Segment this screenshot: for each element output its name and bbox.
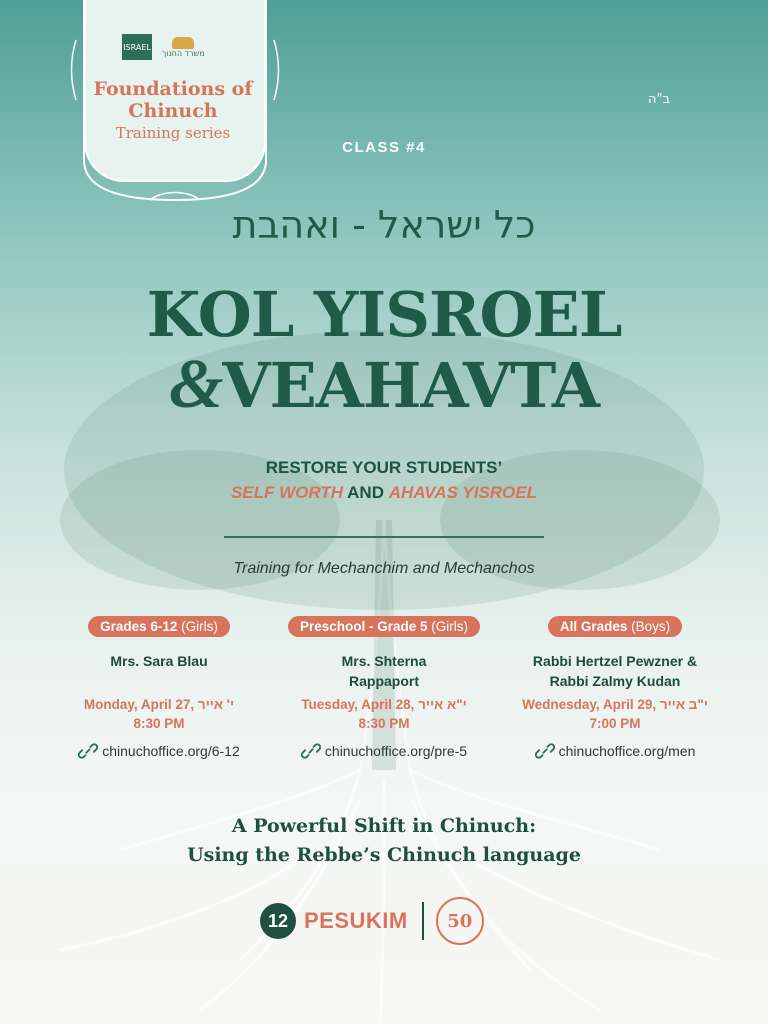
closing-statement bbox=[0, 812, 768, 870]
session-time: 8:30 PM bbox=[358, 716, 410, 731]
footer-divider bbox=[422, 902, 424, 940]
session-column-2 bbox=[269, 616, 499, 761]
closing-line1: A Powerful Shift in Chinuch: bbox=[231, 815, 537, 837]
ministry-logo bbox=[122, 34, 152, 60]
tagline-line1: RESTORE YOUR STUDENTS’ bbox=[265, 458, 503, 477]
bh-mark: ב"ה bbox=[648, 92, 670, 107]
pesukim-brand: PESUKIM bbox=[304, 908, 408, 933]
audience-text: Training for Mechanchim and Mechanchos bbox=[233, 560, 535, 577]
grade-pill-2 bbox=[288, 616, 480, 637]
education-office-text: משרד החנוך bbox=[162, 48, 205, 58]
tagline-line2 bbox=[0, 480, 768, 505]
main-title-line2 bbox=[0, 346, 768, 423]
session-column-3 bbox=[500, 616, 730, 761]
class-label: CLASS #4 bbox=[342, 139, 426, 156]
ampersand: & bbox=[168, 346, 223, 423]
link-icon bbox=[535, 741, 555, 761]
grade-group: (Boys) bbox=[627, 619, 671, 634]
presenter-name: Rabbi Hertzel Pewzner & Rabbi Zalmy Kudan bbox=[532, 653, 698, 689]
series-badge-text bbox=[88, 78, 258, 144]
session-date: Tuesday, April 28, י"א אייר bbox=[301, 697, 467, 712]
grade-label: All Grades bbox=[559, 619, 628, 634]
tagline bbox=[0, 455, 768, 505]
presenter-name: Mrs. Sara Blau bbox=[110, 653, 208, 669]
presenter-name: Mrs. Shterna Rappaport bbox=[341, 653, 427, 689]
hebrew-title: כל ישראל - ואהבת bbox=[232, 203, 536, 247]
link-icon bbox=[301, 741, 321, 761]
session-link-text[interactable]: chinuchoffice.org/pre-5 bbox=[324, 743, 468, 759]
grade-pill-3 bbox=[548, 616, 682, 637]
session-time: 7:00 PM bbox=[589, 716, 641, 731]
tagline-accent-self-worth: SELF WORTH bbox=[230, 483, 344, 502]
book-icon bbox=[172, 37, 194, 49]
partner-logos bbox=[122, 34, 205, 60]
ministry-logo-text: ISRAEL bbox=[123, 42, 151, 52]
closing-line2: Using the Rebbe’s Chinuch language bbox=[187, 844, 581, 866]
grade-group: (Girls) bbox=[177, 619, 218, 634]
tagline-connector: AND bbox=[343, 483, 389, 502]
session-link-text[interactable]: chinuchoffice.org/6-12 bbox=[102, 743, 240, 759]
divider-line bbox=[224, 536, 544, 538]
session-link-text[interactable]: chinuchoffice.org/men bbox=[558, 743, 696, 759]
session-date: Wednesday, April 29, י"ב אייר bbox=[522, 697, 708, 712]
education-office-logo bbox=[162, 37, 205, 58]
footer-logos bbox=[260, 893, 510, 949]
grade-label: Preschool - Grade 5 bbox=[299, 619, 428, 634]
grade-pill-1 bbox=[88, 616, 230, 637]
main-title-line1: KOL YISROEL bbox=[146, 278, 622, 351]
pesukim-logo-icon: 12 bbox=[260, 903, 296, 939]
link-icon bbox=[78, 741, 98, 761]
main-title-word: VEAHAVTA bbox=[222, 349, 600, 422]
grade-group: (Girls) bbox=[427, 619, 469, 634]
session-date: Monday, April 27, י' אייר bbox=[83, 697, 235, 712]
series-title: Foundations of Chinuch bbox=[93, 78, 253, 122]
session-link[interactable] bbox=[500, 741, 730, 761]
anniversary-seal: 50 bbox=[436, 897, 484, 945]
series-subtitle: Training series bbox=[115, 124, 231, 142]
tagline-accent-ahavas: AHAVAS YISROEL bbox=[388, 483, 538, 502]
session-link[interactable] bbox=[269, 741, 499, 761]
session-link[interactable] bbox=[44, 741, 274, 761]
session-column-1 bbox=[44, 616, 274, 761]
grade-label: Grades 6-12 bbox=[100, 619, 178, 634]
session-time: 8:30 PM bbox=[133, 716, 185, 731]
